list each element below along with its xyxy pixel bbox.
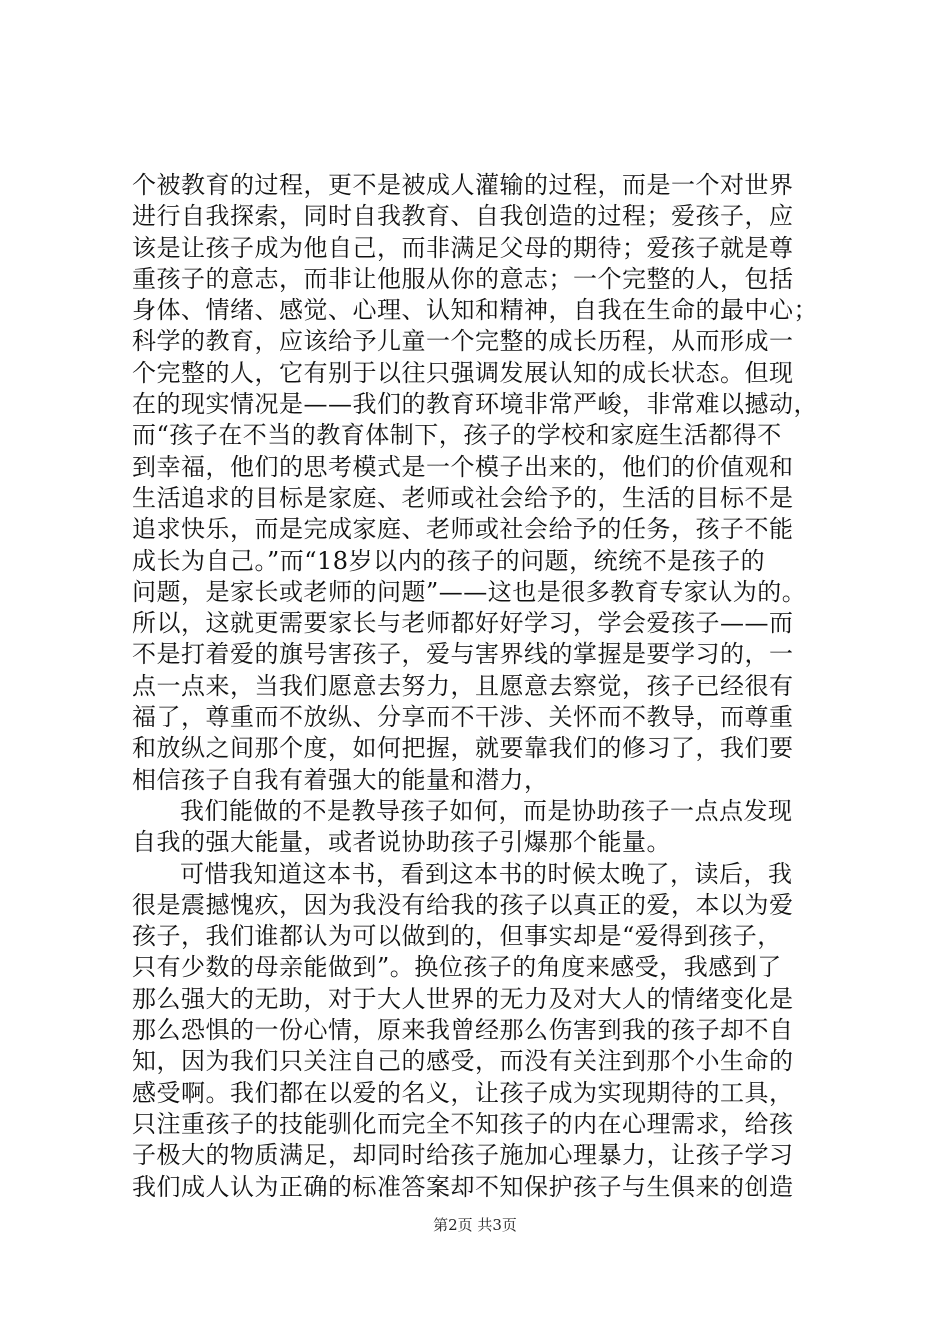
text-line: 所以，这就更需要家长与老师都好好学习，学会爱孩子——而 — [132, 609, 794, 638]
text-line: 进行自我探索，同时自我教育、自我创造的过程；爱孩子，应 — [132, 202, 794, 231]
text-line: 重孩子的意志，而非让他服从你的意志；一个完整的人，包括 — [132, 264, 794, 293]
text-line: 我们成人认为正确的标准答案却不知保护孩子与生俱来的创造 — [132, 1172, 794, 1201]
text-line: 孩子，我们谁都认为可以做到的，但事实却是“爱得到孩子， — [132, 922, 782, 951]
text-line: 感受啊。我们都在以爱的名义，让孩子成为实现期待的工具， — [132, 1078, 794, 1107]
text-line: 该是让孩子成为他自己，而非满足父母的期待；爱孩子就是尊 — [132, 233, 794, 262]
text-line: 生活追求的目标是家庭、老师或社会给予的，生活的目标不是 — [132, 483, 794, 512]
text-line: 在的现实情况是——我们的教育环境非常严峻，非常难以撼动， — [132, 390, 818, 419]
text-line: 知，因为我们只关注自己的感受，而没有关注到那个小生命的 — [132, 1047, 794, 1076]
text-line: 科学的教育，应该给予儿童一个完整的成长历程，从而形成一 — [132, 327, 794, 356]
body-text — [132, 170, 832, 1203]
text-line: 点一点来，当我们愿意去努力，且愿意去察觉，孩子已经很有 — [132, 671, 794, 700]
text-line: 相信孩子自我有着强大的能量和潜力， — [132, 765, 549, 794]
text-line: 子极大的物质满足，却同时给孩子施加心理暴力，让孩子学习 — [132, 1141, 794, 1170]
text-line: 和放纵之间那个度，如何把握，就要靠我们的修习了，我们要 — [132, 734, 794, 763]
text-line: 成长为自己。”而“18岁以内的孩子的问题，统统不是孩子的 — [132, 546, 766, 575]
text-line: 问题，是家长或老师的问题”——这也是很多教育专家认为的。 — [132, 577, 807, 606]
text-line: 自我的强大能量，或者说协助孩子引爆那个能量。 — [132, 828, 671, 857]
text-line: 很是震撼愧疚，因为我没有给我的孩子以真正的爱，本以为爱 — [132, 890, 794, 919]
text-line: 福了，尊重而不放纵、分享而不干涉、关怀而不教导，而尊重 — [132, 703, 794, 732]
text-line: 不是打着爱的旗号害孩子，爱与害界线的掌握是要学习的，一 — [132, 640, 794, 669]
text-line: 只有少数的母亲能做到”。换位孩子的角度来感受，我感到了 — [132, 953, 782, 982]
text-line: 那么强大的无助，对于大人世界的无力及对大人的情绪变化是 — [132, 984, 794, 1013]
text-line: 那么恐惧的一份心情，原来我曾经那么伤害到我的孩子却不自 — [132, 1016, 794, 1045]
page-footer — [0, 1215, 950, 1235]
text-line: 追求快乐，而是完成家庭、老师或社会给予的任务，孩子不能 — [132, 515, 794, 544]
paragraph-start-line: 可惜我知道这本书，看到这本书的时候太晚了，读后，我 — [180, 859, 793, 888]
text-line: 而“孩子在不当的教育体制下，孩子的学校和家庭生活都得不 — [132, 421, 782, 450]
page-number-label: 第2页 共3页 — [433, 1216, 517, 1234]
text-line: 只注重孩子的技能驯化而完全不知孩子的内在心理需求，给孩 — [132, 1109, 794, 1138]
paragraph-start-line: 我们能做的不是教导孩子如何，而是协助孩子一点点发现 — [180, 796, 793, 825]
text-line: 个被教育的过程，更不是被成人灌输的过程，而是一个对世界 — [132, 171, 794, 199]
text-line: 到幸福，他们的思考模式是一个模子出来的，他们的价值观和 — [132, 452, 794, 481]
text-line: 个完整的人，它有别于以往只强调发展认知的成长状态。但现 — [132, 358, 794, 387]
text-line: 身体、情绪、感觉、心理、认知和精神，自我在生命的最中心； — [132, 296, 818, 325]
